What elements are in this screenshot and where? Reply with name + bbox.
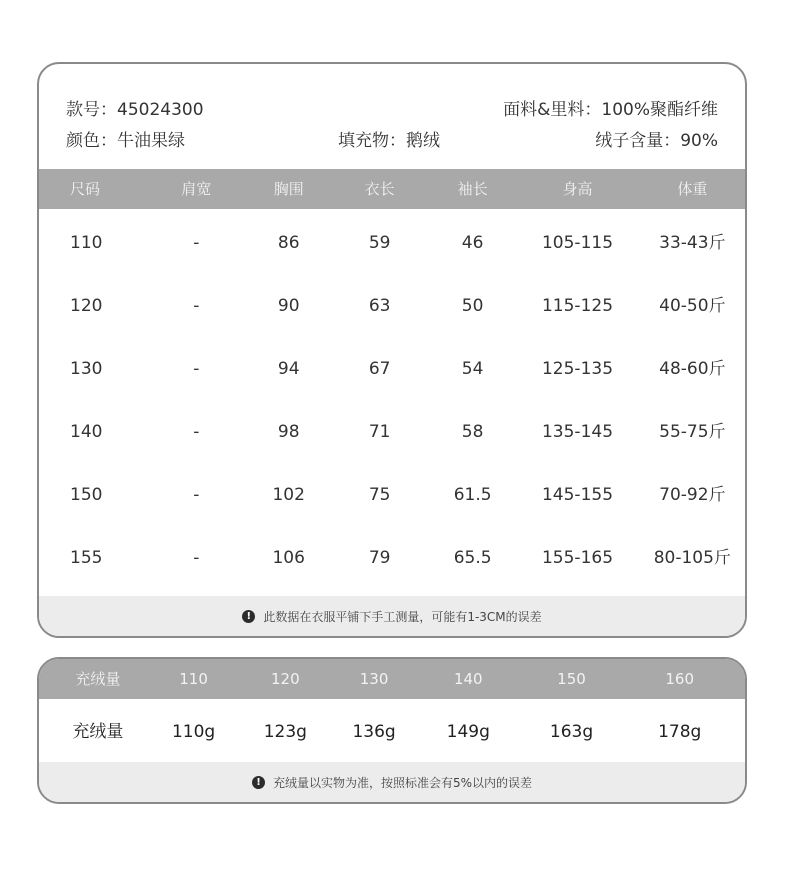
cell-size: 155 bbox=[70, 548, 103, 568]
cell-fill-120: 123g bbox=[263, 722, 307, 742]
cell-shoulder: - bbox=[193, 296, 200, 316]
cell-sleeve: 54 bbox=[461, 359, 484, 379]
header-size-140: 140 bbox=[453, 670, 483, 688]
table-row bbox=[39, 212, 745, 275]
header-weight: 体重 bbox=[677, 180, 708, 198]
table-row bbox=[39, 699, 745, 766]
product-info bbox=[39, 64, 745, 169]
cell-size: 110 bbox=[70, 233, 103, 253]
cell-weight: 80-105斤 bbox=[653, 548, 731, 568]
exclamation-circle-icon: ! bbox=[242, 610, 255, 623]
cell-weight: 70-92斤 bbox=[659, 485, 726, 505]
size-table-header bbox=[39, 169, 745, 209]
cell-height: 105-115 bbox=[541, 233, 614, 253]
cell-chest: 94 bbox=[277, 359, 300, 379]
cell-weight: 48-60斤 bbox=[659, 359, 726, 379]
down-content-info: 绒子含量：90% bbox=[595, 131, 718, 151]
cell-height: 145-155 bbox=[541, 485, 614, 505]
cell-sleeve: 61.5 bbox=[453, 485, 492, 505]
cell-fill-150: 163g bbox=[549, 722, 594, 742]
cell-sleeve: 50 bbox=[461, 296, 484, 316]
cell-chest: 98 bbox=[277, 422, 300, 442]
fill-table-header bbox=[39, 659, 745, 699]
cell-sleeve: 46 bbox=[461, 233, 484, 253]
size-chart-card bbox=[37, 62, 747, 638]
cell-chest: 86 bbox=[277, 233, 300, 253]
cell-length: 59 bbox=[368, 233, 391, 253]
cell-size: 120 bbox=[70, 296, 103, 316]
filling-info: 填充物：鹅绒 bbox=[338, 131, 440, 151]
table-row bbox=[39, 275, 745, 338]
fill-weight-card bbox=[37, 657, 747, 804]
table-row bbox=[39, 527, 745, 590]
header-length: 衣长 bbox=[364, 180, 395, 198]
header-fill-weight: 充绒量 bbox=[75, 670, 121, 688]
header-size-160: 160 bbox=[665, 670, 694, 688]
table-row bbox=[39, 338, 745, 401]
fill-note-text: 充绒量以实物为准，按照标准会有5%以内的误差 bbox=[272, 775, 533, 790]
cell-size: 140 bbox=[70, 422, 103, 442]
measurement-note bbox=[39, 596, 745, 636]
cell-length: 75 bbox=[368, 485, 391, 505]
fabric-info: 面料&里料：100%聚酯纤维 bbox=[503, 100, 718, 120]
cell-height: 155-165 bbox=[541, 548, 614, 568]
cell-size: 130 bbox=[70, 359, 103, 379]
header-chest: 胸围 bbox=[273, 180, 304, 198]
cell-chest: 90 bbox=[277, 296, 300, 316]
style-number: 款号：45024300 bbox=[66, 100, 204, 120]
cell-height: 125-135 bbox=[541, 359, 614, 379]
cell-shoulder: - bbox=[193, 548, 200, 568]
color-info: 颜色：牛油果绿 bbox=[66, 131, 185, 151]
cell-sleeve: 65.5 bbox=[453, 548, 492, 568]
header-size-130: 130 bbox=[359, 670, 389, 688]
cell-height: 115-125 bbox=[541, 296, 614, 316]
cell-sleeve: 58 bbox=[461, 422, 484, 442]
header-size-110: 110 bbox=[179, 670, 208, 688]
cell-shoulder: - bbox=[193, 422, 200, 442]
cell-length: 79 bbox=[368, 548, 391, 568]
cell-size: 150 bbox=[70, 485, 103, 505]
cell-height: 135-145 bbox=[541, 422, 614, 442]
header-sleeve: 袖长 bbox=[457, 180, 488, 198]
cell-fill-140: 149g bbox=[446, 722, 490, 742]
cell-weight: 33-43斤 bbox=[659, 233, 726, 253]
cell-fill-160: 178g bbox=[658, 722, 702, 742]
exclamation-circle-icon: ! bbox=[252, 776, 265, 789]
cell-length: 63 bbox=[368, 296, 391, 316]
cell-chest: 102 bbox=[272, 485, 305, 505]
cell-shoulder: - bbox=[193, 233, 200, 253]
header-height: 身高 bbox=[562, 180, 593, 198]
cell-weight: 55-75斤 bbox=[659, 422, 726, 442]
header-size: 尺码 bbox=[70, 180, 101, 198]
table-row bbox=[39, 401, 745, 464]
row-label: 充绒量 bbox=[72, 722, 124, 742]
cell-fill-130: 136g bbox=[352, 722, 396, 742]
header-shoulder: 肩宽 bbox=[181, 180, 212, 198]
fill-note bbox=[39, 762, 745, 802]
header-size-150: 150 bbox=[557, 670, 586, 688]
cell-shoulder: - bbox=[193, 485, 200, 505]
header-size-120: 120 bbox=[270, 670, 300, 688]
measurement-note-text: 此数据在衣服平铺下手工测量，可能有1-3CM的误差 bbox=[263, 609, 542, 624]
cell-length: 67 bbox=[368, 359, 391, 379]
cell-chest: 106 bbox=[272, 548, 305, 568]
cell-length: 71 bbox=[368, 422, 391, 442]
cell-fill-110: 110g bbox=[171, 722, 216, 742]
cell-shoulder: - bbox=[193, 359, 200, 379]
table-row bbox=[39, 464, 745, 527]
cell-weight: 40-50斤 bbox=[659, 296, 726, 316]
